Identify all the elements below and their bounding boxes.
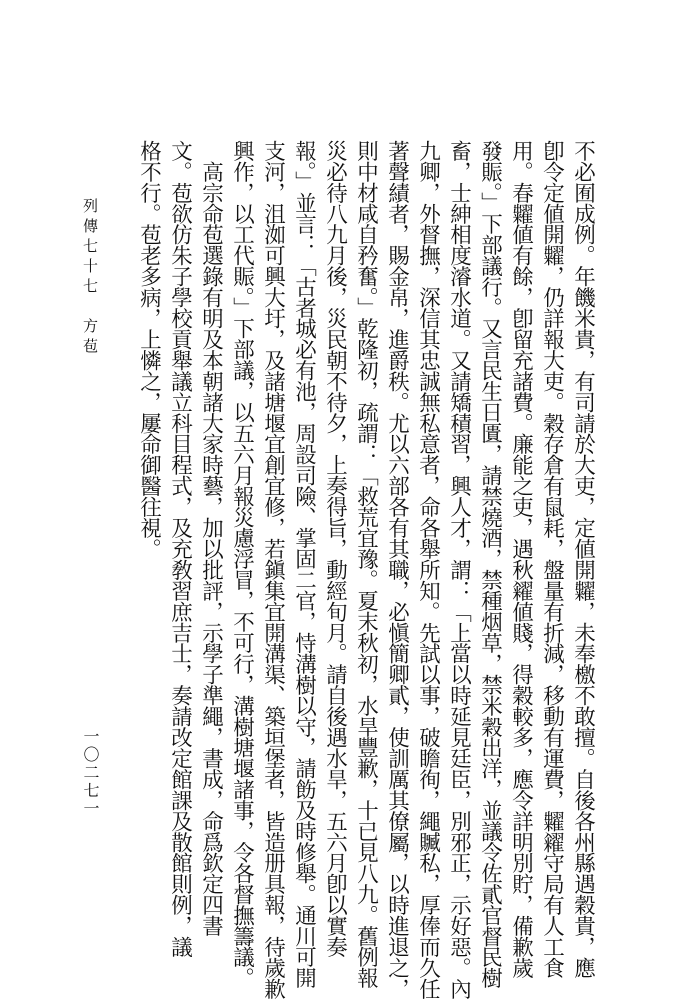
text-column-9: 災必待八九月後，災民朝不待夕，上奏得旨，動經旬月。請自後遇水旱，五六月卽以實奏 <box>322 140 348 958</box>
page-number: 一〇二七一 <box>81 728 100 818</box>
margin-label: 列傳七十七 方苞 <box>81 198 99 358</box>
text-column-5: 畜，士紳相度濬水道。又請矯積習，興人才，謂：「上當以時延見廷臣，別邪正，示好惡。內 <box>446 140 472 999</box>
text-column-11: 支河，沮洳可興大圩，及諸塘堰宜創宜修，若鎭集宜開溝渠、築垣堡者，皆造册具報，待歲歉 <box>260 140 286 999</box>
text-column-2: 卽令定値開糶，仍詳報大吏。穀存倉有鼠耗，盤量有折減，移動有運費，糶糴守局有人工食 <box>539 140 565 979</box>
text-column-3: 用。春糶値有餘，卽留充諸費。廉能之吏，遇秋糴値賤，得穀較多，應令詳明別貯，備歉歲 <box>508 140 534 979</box>
text-column-1: 不必囿成例。年饑米貴，有司請於大吏，定値開糶，未奉檄不敢擅。自後各州縣遇穀貴，應 <box>570 140 596 979</box>
text-column-15: 格不行。苞老多病，上憐之，屢命御醫往視。 <box>136 140 162 560</box>
text-column-14: 文。苞欲仿朱子學校貢舉議立科目程式，及充敎習庶吉士，奏請改定館課及散館則例，議 <box>167 140 193 958</box>
text-column-10: 報。」並言：「古者城必有池，周設司險、掌固二官，恃溝樹以守，請飭及時修舉。通川可開 <box>291 140 317 989</box>
text-column-7: 著聲績者，賜金帛，進爵秩。尤以六部各有其職，必愼簡卿貳，使訓厲其僚屬，以時進退之， <box>384 140 410 999</box>
text-column-6: 九卿，外督撫，深信其忠誠無私意者，命各舉所知。先試以事，破瞻徇，繩贓私，厚俸而久任 <box>415 140 441 999</box>
text-column-13: 高宗命苞選錄有明及本朝諸大家時藝，加以批評，示學子準繩，書成，命爲欽定四書 <box>198 140 224 937</box>
text-column-4: 發賑。」下部議行。又言民生日匱，請禁燒酒，禁種烟草，禁米穀出洋，並議令佐貳官督民樹 <box>477 140 503 989</box>
text-column-12: 興作，以工代賑。」下部議，以五六月報災慮浮冒，不可行，溝樹塘堰諸事，令各督撫籌議。 <box>229 140 255 989</box>
text-column-8: 則中材咸自矜奮。」乾隆初，疏謂：「救荒宜豫。夏末秋初，水旱豐歉，十已見八九。舊例報 <box>353 140 379 989</box>
